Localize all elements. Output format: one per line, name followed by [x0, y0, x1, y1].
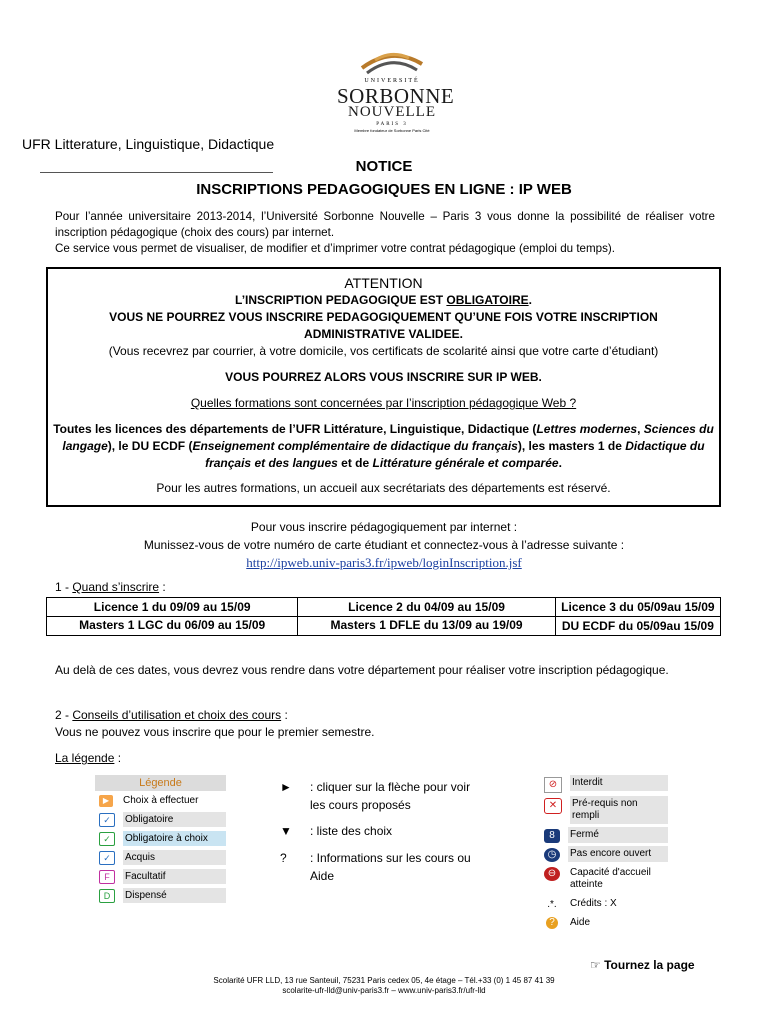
section-1-num: 1 -: [55, 580, 73, 594]
university-logo: [337, 40, 455, 136]
f7: ), les masters 1 de: [517, 439, 626, 453]
logo-paris: PARIS 3: [376, 122, 408, 127]
attention-line-1: [48, 292, 719, 309]
symbol-text: : Informations sur les cours ou Aide: [310, 851, 471, 883]
f2: Lettres modernes: [536, 422, 638, 436]
f9: et de: [337, 456, 373, 470]
list-item: [95, 886, 226, 905]
logo-nouvelle: NOUVELLE: [348, 104, 436, 120]
f10: Littérature générale et comparée: [372, 456, 559, 470]
section-2-sub: Vous ne pouvez vous inscrire que pour le premier semestre.: [55, 725, 375, 739]
symbol-text: : liste des choix: [310, 824, 393, 838]
list-item: [95, 791, 226, 810]
legend-label: Facultatif: [123, 869, 226, 884]
section-2-colon: :: [281, 708, 288, 722]
table-cell: Licence 2 du 04/09 au 15/09: [298, 598, 555, 617]
f1: Toutes les licences des départements de l’UFR Littérature, Linguistique, Didactique (: [53, 422, 537, 436]
attention-formations: [48, 421, 719, 472]
beyond-text: Au delà de ces dates, vous devrez vous rendre dans votre département pour réaliser votre inscription pédagogique.: [55, 663, 669, 677]
legend-label: Capacité d'accueil atteinte: [570, 867, 651, 890]
lock-icon: 8: [544, 829, 560, 843]
check-icon: ✓: [99, 832, 115, 846]
table-cell: Licence 3 du 05/09au 15/09: [555, 598, 720, 617]
legend-label: Crédits : X: [570, 898, 617, 909]
legend-label: Aide: [570, 917, 591, 928]
legend-label: Acquis: [123, 850, 226, 865]
legend-label: Interdit: [570, 775, 668, 791]
table-cell: DU ECDF du 05/09au 15/09: [555, 617, 720, 636]
attention-other: Pour les autres formations, un accueil aux secrétariats des départements est réservé.: [156, 481, 611, 495]
intro-paragraph-1: Pour l’année universitaire 2013-2014, l’Université Sorbonne Nouvelle – Paris 3 vous donne la possibilité de réaliser votre inscription pédagogique (choix des cours) par internet.: [55, 210, 715, 239]
dates-table: [46, 597, 721, 636]
attention-l1-c: .: [528, 293, 532, 307]
list-item: [540, 827, 668, 843]
section-2-num: 2 -: [55, 708, 73, 722]
legend-label: Fermé: [568, 827, 668, 843]
attention-question: Quelles formations sont concernées par l’inscription pédagogique Web ?: [190, 396, 577, 410]
ufr-name: UFR Litterature, Linguistique, Didactique: [22, 136, 275, 152]
list-item: [540, 896, 668, 912]
attention-line-4: VOUS POURREZ ALORS VOUS INSCRIRE SUR IP WEB.: [225, 370, 542, 384]
section-1-colon: :: [159, 580, 166, 594]
table-cell: Masters 1 LGC du 06/09 au 15/09: [47, 617, 298, 636]
turn-page-text: Tournez la page: [604, 958, 695, 972]
intro-paragraph-2: Ce service vous permet de visualiser, de modifier et d’imprimer votre contrat pédagogique (emploi du temps).: [55, 242, 615, 255]
list-item: [540, 846, 668, 862]
table-cell: Masters 1 DFLE du 13/09 au 19/09: [298, 617, 555, 636]
attention-l1-a: L’INSCRIPTION PEDAGOGIQUE EST: [235, 293, 447, 307]
clock-icon: ◷: [544, 848, 560, 862]
f4: Sciences du langage: [62, 422, 714, 453]
logo-universite: UNIVERSITÉ: [364, 78, 420, 84]
list-item: [540, 775, 668, 793]
f5: ), le DU ECDF (: [107, 439, 193, 453]
cross-icon: ✕: [544, 798, 562, 814]
f-icon: F: [99, 870, 115, 884]
ipweb-link[interactable]: http://ipweb.univ-paris3.fr/ipweb/loginInscription.jsf: [246, 555, 522, 570]
check-icon: ✓: [99, 813, 115, 827]
legend-label: Obligatoire à choix: [123, 831, 226, 846]
list-item: [540, 865, 668, 893]
forbidden-icon: ⊘: [544, 777, 562, 793]
legend-panel-2: [540, 775, 668, 931]
legend-label: [55, 751, 121, 765]
inscribe-line-2: Munissez-vous de votre numéro de carte étudiant et connectez-vous à l’adresse suivante :: [143, 538, 625, 552]
legend-head: Légende: [95, 775, 226, 791]
legend-label-text: La légende: [55, 751, 115, 765]
list-item: [95, 848, 226, 867]
list-item: [540, 796, 668, 824]
play-icon: ▶: [99, 795, 113, 807]
d-icon: D: [99, 889, 115, 903]
logo-sorbonne: SORBONNE: [337, 84, 455, 108]
attention-line-2: VOUS NE POURREZ VOUS INSCRIRE PEDAGOGIQUEMENT QU’UNE FOIS VOTRE INSCRIPTION ADMINISTRATIVE VALIDEE.: [109, 310, 658, 341]
f8: Didactique du français et des langues: [205, 439, 705, 470]
section-2-title: Conseils d’utilisation et choix des cours: [72, 708, 282, 722]
turn-page: [590, 958, 695, 972]
legend-label: Dispensé: [123, 888, 226, 903]
f6: Enseignement complémentaire de didactique du français: [192, 439, 518, 453]
footer-address: Scolarité UFR LLD, 13 rue Santeuil, 75231 Paris cedex 05, 4e étage – Tél.+33 (0) 1 45 87 41 39: [213, 976, 555, 985]
table-row: [47, 617, 721, 636]
capacity-full-icon: ⊖: [544, 867, 560, 881]
legend-label: Pas encore ouvert: [568, 846, 668, 862]
attention-box: [46, 267, 721, 507]
section-1-heading: [55, 580, 166, 594]
logo-member-text: Membre fondateur de Sorbonne Paris Cité: [354, 128, 430, 133]
symbol-text: : cliquer sur la flèche pour voir les cours proposés: [310, 780, 471, 812]
section-1-title: Quand s’inscrire: [72, 580, 160, 594]
arrow-right-icon: ►: [280, 780, 292, 794]
inscribe-line-1: Pour vous inscrire pédagogiquement par internet :: [250, 520, 518, 534]
f11: .: [558, 456, 562, 470]
legend-panel-1: [95, 775, 226, 905]
attention-heading: ATTENTION: [344, 275, 423, 291]
legend-label: Obligatoire: [123, 812, 226, 827]
list-item: [95, 829, 226, 848]
attention-line-3: (Vous recevrez par courrier, à votre domicile, vos certificats de scolarité ainsi que votre carte d’étudiant): [108, 344, 659, 358]
check-icon: ✓: [99, 851, 115, 865]
pointing-hand-icon: ☞: [590, 958, 601, 972]
logo-swoosh-icon: [357, 46, 427, 76]
credits-icon: .*.: [547, 899, 557, 910]
f3: ,: [637, 422, 644, 436]
footer-contact: scolarite-ufr-lld@univ-paris3.fr – www.univ-paris3.fr/ufr-lld: [282, 986, 486, 995]
question-icon: ?: [280, 851, 287, 865]
arrow-down-icon: ▼: [280, 824, 292, 838]
attention-l1-b: OBLIGATOIRE: [446, 293, 529, 307]
table-row: [47, 598, 721, 617]
notice-title: NOTICE: [355, 158, 413, 175]
list-item: [540, 915, 668, 931]
legend-label: Choix à effectuer: [123, 795, 199, 806]
section-2-heading: [55, 708, 288, 722]
help-icon: ?: [546, 917, 558, 929]
intro-text: [55, 209, 715, 257]
table-cell: Licence 1 du 09/09 au 15/09: [47, 598, 298, 617]
legend-label: Pré-requis non rempli: [570, 796, 668, 824]
list-item: [95, 867, 226, 886]
footer: [0, 976, 768, 996]
legend-colon: :: [114, 751, 122, 765]
list-item: [95, 810, 226, 829]
notice-subtitle: INSCRIPTIONS PEDAGOGIQUES EN LIGNE : IP WEB: [196, 181, 572, 198]
